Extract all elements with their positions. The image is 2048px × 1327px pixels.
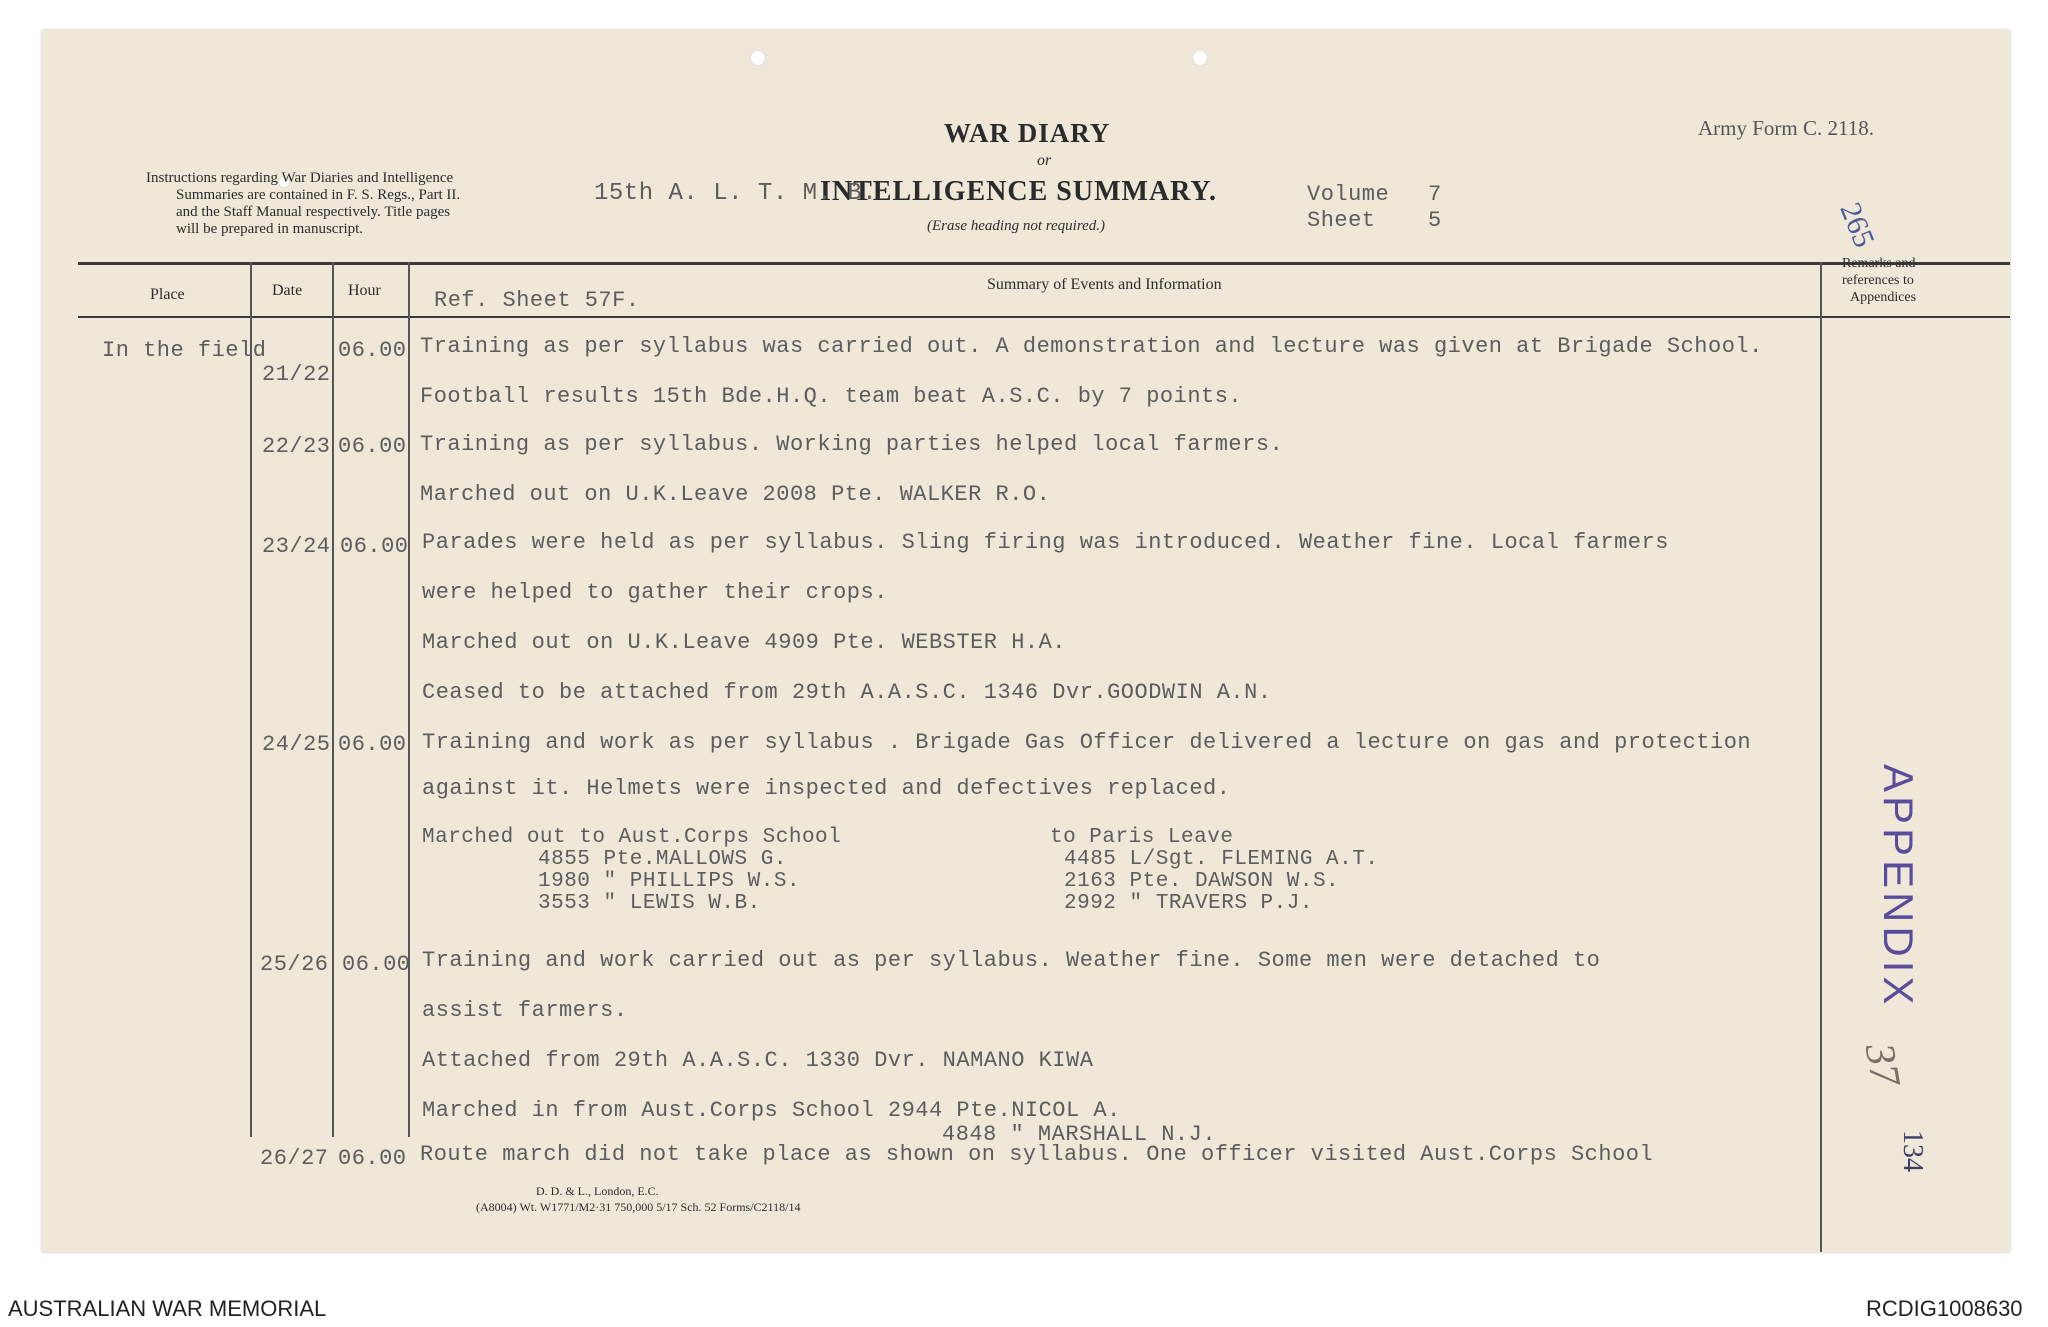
entry-hour: 06.00 [338,434,407,459]
marshall-line: 4848 " MARSHALL N.J. [942,1122,1217,1147]
entry-line: Ceased to be attached from 29th A.A.S.C. 1346 Dvr.GOODWIN A.N. [422,680,1272,705]
entry-hour: 06.00 [342,952,411,977]
col-summary: Summary of Events and Information [987,276,1222,293]
col-remarks: Remarks and [1842,256,1916,271]
erase-note: (Erase heading not required.) [927,218,1106,234]
entry-line: Parades were held as per syllabus. Sling firing was introduced. Weather fine. Local farmers [422,530,1669,555]
entry-line: Marched out on U.K.Leave 4909 Pte. WEBSTER H.A. [422,630,1067,655]
entry-hour: 06.00 [338,1146,407,1171]
printer-line: (A8004) Wt. W1771/M2·31 750,000 5/17 Sch. 52 Forms/C2118/14 [476,1200,801,1214]
marched-out-heading: Marched out to Aust.Corps School [422,826,842,849]
page-number: 134 [1897,1130,1928,1172]
entry-date: 22/23 [262,434,331,459]
entry-line: Route march did not take place as shown on syllabus. One officer visited Aust.Corps School [420,1142,1654,1167]
instructions-line: Instructions regarding War Diaries and Intelligence [146,170,454,186]
entry-date: 23/24 [262,534,331,559]
handwritten-37: 37 [1855,1040,1909,1090]
entry-hour: 06.00 [340,534,409,559]
entry-date: 21/22 [262,362,331,387]
footer-left: AUSTRALIAN WAR MEMORIAL [8,1296,327,1321]
entry-line: Training and work carried out as per syllabus. Weather fine. Some men were detached to [422,948,1601,973]
entry-line: Marched out on U.K.Leave 2008 Pte. WALKER R.O. [420,482,1051,507]
instructions-line: and the Staff Manual respectively. Title pages [176,204,451,220]
entry-line: Marched in from Aust.Corps School 2944 Pte.NICOL A. [422,1098,1121,1123]
entry-line: against it. Helmets were inspected and defectives replaced. [422,776,1231,801]
punch-hole [1192,50,1208,66]
sheet-label: Sheet [1307,208,1376,233]
col-date: Date [272,282,303,299]
war-diary-title: WAR DIARY [944,118,1111,148]
stamp-number: 265 [1833,198,1881,253]
column-divider [250,262,252,1137]
army-form-label: Army Form C. 2118. [1698,116,1874,140]
punch-hole [750,50,766,66]
or-label: or [1037,152,1052,169]
diary-sheet [42,30,2010,1252]
ref-sheet: Ref. Sheet 57F. [434,288,640,313]
column-divider [408,262,410,1137]
marched-out-row: 1980 " PHILLIPS W.S. [538,870,801,893]
appendix-stamp: APPENDIX [1875,764,1922,1009]
column-divider [332,262,334,1137]
entry-line: Attached from 29th A.A.S.C. 1330 Dvr. NAMANO KIWA [422,1048,1094,1073]
volume-value: 7 [1428,182,1442,207]
instructions-line: Summaries are contained in F. S. Regs., Part II. [176,187,461,203]
col-hour: Hour [348,282,381,299]
header-bottom-rule [78,316,2010,318]
entry-line: Football results 15th Bde.H.Q. team beat A.S.C. by 7 points. [420,384,1243,409]
entry-line: Training as per syllabus was carried out. A demonstration and lecture was given at Brigade School. [420,334,1763,359]
paris-leave-heading: to Paris Leave [1050,826,1234,849]
marched-out-row: 4855 Pte.MALLOWS G. [538,848,787,871]
entry-date: 26/27 [260,1146,329,1171]
sheet-value: 5 [1428,208,1442,233]
volume-label: Volume [1307,182,1390,207]
column-divider [1820,262,1822,1252]
entry-line: were helped to gather their crops. [422,580,888,605]
paris-leave-row: 2163 Pte. DAWSON W.S. [1064,870,1340,893]
entry-line: assist farmers. [422,998,628,1023]
entry-line: Training as per syllabus. Working parties helped local farmers. [420,432,1284,457]
instructions-line: will be prepared in manuscript. [176,221,364,237]
entry-hour: 06.00 [338,338,407,363]
col-remarks: Appendices [1850,290,1917,305]
entry-line: Training and work as per syllabus . Brigade Gas Officer delivered a lecture on gas and protection [422,730,1752,755]
entry-date: 25/26 [260,952,329,977]
unit-name: 15th A. L. T. M. B. [594,180,878,207]
footer-right: RCDIG1008630 [1866,1296,2023,1321]
entry-hour: 06.00 [338,732,407,757]
marched-out-row: 3553 " LEWIS W.B. [538,892,761,915]
paris-leave-row: 2992 " TRAVERS P.J. [1064,892,1313,915]
intelligence-summary-title: INTELLIGENCE SUMMARY. [820,176,1218,207]
col-remarks: references to [1842,273,1914,288]
col-place: Place [150,286,185,303]
paris-leave-row: 4485 L/Sgt. FLEMING A.T. [1064,848,1379,871]
printer-line: D. D. & L., London, E.C. [536,1184,659,1198]
header-top-rule [78,262,2010,265]
entry-date: 24/25 [262,732,331,757]
place-value: In the field [102,338,267,363]
